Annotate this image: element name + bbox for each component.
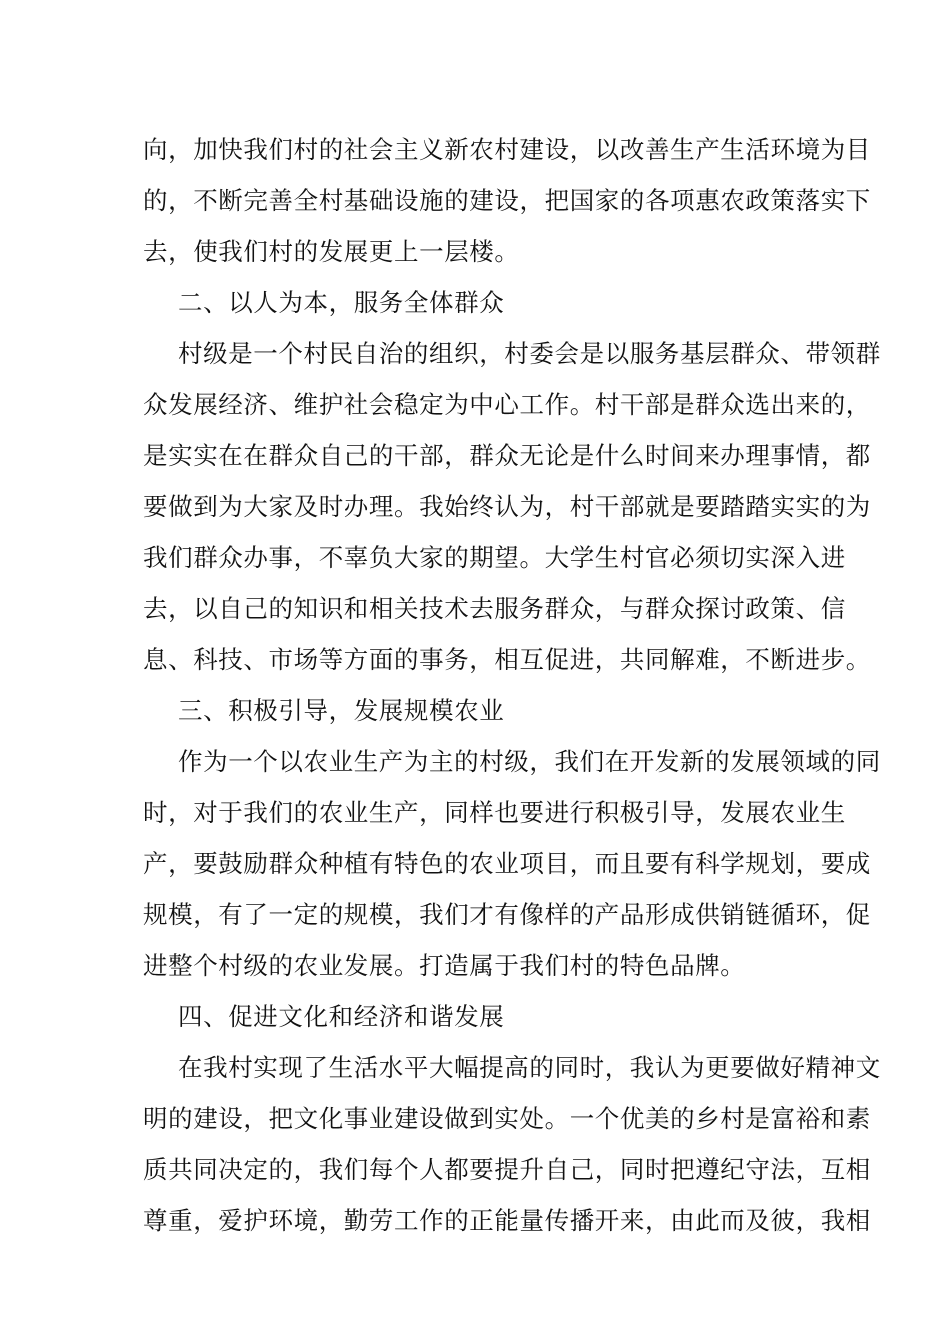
paragraph-line: 要做到为大家及时办理。我始终认为，村干部就是要踏踏实实的为 bbox=[143, 492, 871, 521]
section-heading: 二、以人为本，服务全体群众 bbox=[178, 288, 505, 317]
section-heading: 三、积极引导，发展规模农业 bbox=[178, 696, 505, 725]
paragraph-line: 规模，有了一定的规模，我们才有像样的产品形成供销链循环，促 bbox=[143, 900, 871, 929]
paragraph-line: 质共同决定的，我们每个人都要提升自己，同时把遵纪守法，互相 bbox=[143, 1155, 871, 1184]
paragraph-line: 是实实在在群众自己的干部，群众无论是什么时间来办理事情，都 bbox=[143, 441, 871, 470]
paragraph-line: 村级是一个村民自治的组织，村委会是以服务基层群众、带领群 bbox=[178, 339, 881, 368]
paragraph-line: 众发展经济、维护社会稳定为中心工作。村干部是群众选出来的， bbox=[143, 390, 871, 419]
paragraph-line: 去，以自己的知识和相关技术去服务群众，与群众探讨政策、信 bbox=[143, 594, 846, 623]
paragraph-line: 息、科技、市场等方面的事务，相互促进，共同解难，不断进步。 bbox=[143, 645, 871, 674]
paragraph-line: 进整个村级的农业发展。打造属于我们村的特色品牌。 bbox=[143, 951, 746, 980]
paragraph-line: 我们群众办事，不辜负大家的期望。大学生村官必须切实深入进 bbox=[143, 543, 846, 572]
paragraph-line: 明的建设，把文化事业建设做到实处。一个优美的乡村是富裕和素 bbox=[143, 1104, 871, 1133]
section-heading: 四、促进文化和经济和谐发展 bbox=[178, 1002, 505, 1031]
paragraph-line: 产，要鼓励群众种植有特色的农业项目，而且要有科学规划，要成 bbox=[143, 849, 871, 878]
paragraph-line: 去，使我们村的发展更上一层楼。 bbox=[143, 237, 520, 266]
paragraph-line: 作为一个以农业生产为主的村级，我们在开发新的发展领域的同 bbox=[178, 747, 881, 776]
paragraph-line: 在我村实现了生活水平大幅提高的同时，我认为更要做好精神文 bbox=[178, 1053, 881, 1082]
paragraph-line: 时，对于我们的农业生产，同样也要进行积极引导，发展农业生 bbox=[143, 798, 846, 827]
paragraph-line: 尊重，爱护环境，勤劳工作的正能量传播开来，由此而及彼，我相 bbox=[143, 1206, 871, 1235]
paragraph-line: 向，加快我们村的社会主义新农村建设，以改善生产生活环境为目 bbox=[143, 135, 871, 164]
paragraph-line: 的，不断完善全村基础设施的建设，把国家的各项惠农政策落实下 bbox=[143, 186, 871, 215]
